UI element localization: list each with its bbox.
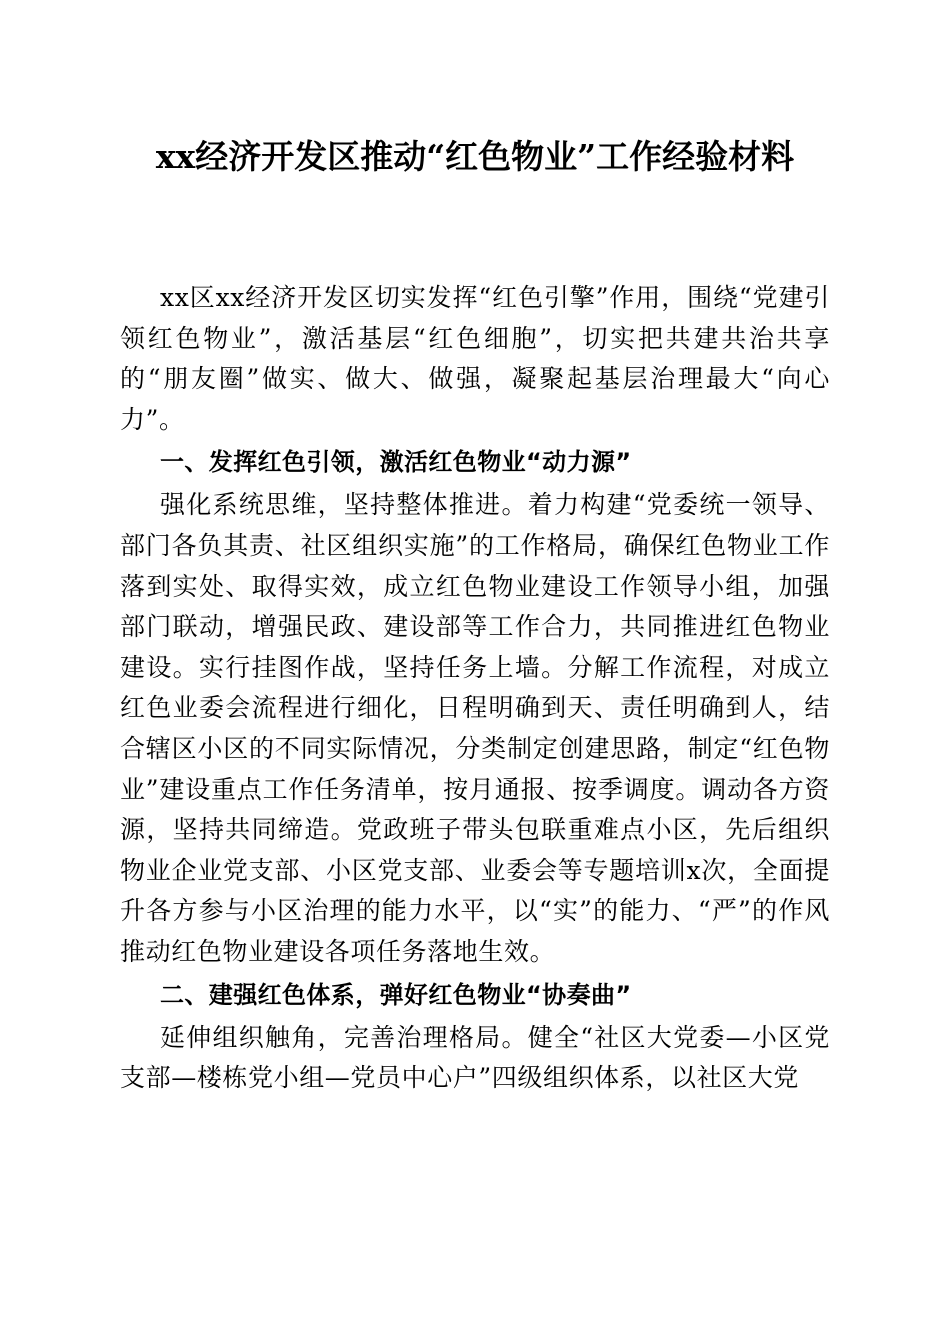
section-paragraph: 强化系统思维，坚持整体推进。着力构建“党委统一领导、部门各负其责、社区组织实施”的工作格局，确保红色物业工作落到实处、取得实效，成立红色物业建设工作领导小组，加强部门联动，增强民政、建设部等工作合力，共同推进红色物业建设。实行挂图作战，坚持任务上墙。分解工作流程，对成立红色业委会流程进行细化，日程明确到天、责任明确到人，结合辖区小区的不同实际情况，分类制定创建思路，制定“红色物业”建设重点工作任务清单，按月通报、按季调度。调动各方资源，坚持共同缔造。党政班子带头包联重难点小区，先后组织物业企业党支部、小区党支部、业委会等专题培训x次，全面提升各方参与小区治理的能力水平，以“实”的能力、“严”的作风推动红色物业建设各项任务落地生效。	[120, 490, 830, 966]
intro-paragraph: xx区xx经济开发区切实发挥“红色引擎”作用，围绕“党建引领红色物业”，激活基层“红色细胞”，切实把共建共治共享的“朋友圈”做实、做大、做强，凝聚起基层治理最大“向心力”。	[120, 283, 830, 434]
section-2	[120, 973, 830, 1099]
section-1	[120, 440, 830, 972]
section-heading: 一、发挥红色引领，激活红色物业“动力源”	[160, 448, 632, 477]
section-paragraph: 延伸组织触角，完善治理格局。健全“社区大党委—小区党支部—楼栋党小组—党员中心户”四级组织体系，以社区大党	[120, 1022, 830, 1093]
document-title: xx经济开发区推动“红色物业”工作经验材料	[155, 137, 795, 176]
section-heading: 二、建强红色体系，弹好红色物业“协奏曲”	[160, 980, 632, 1009]
document-body	[120, 278, 830, 1099]
